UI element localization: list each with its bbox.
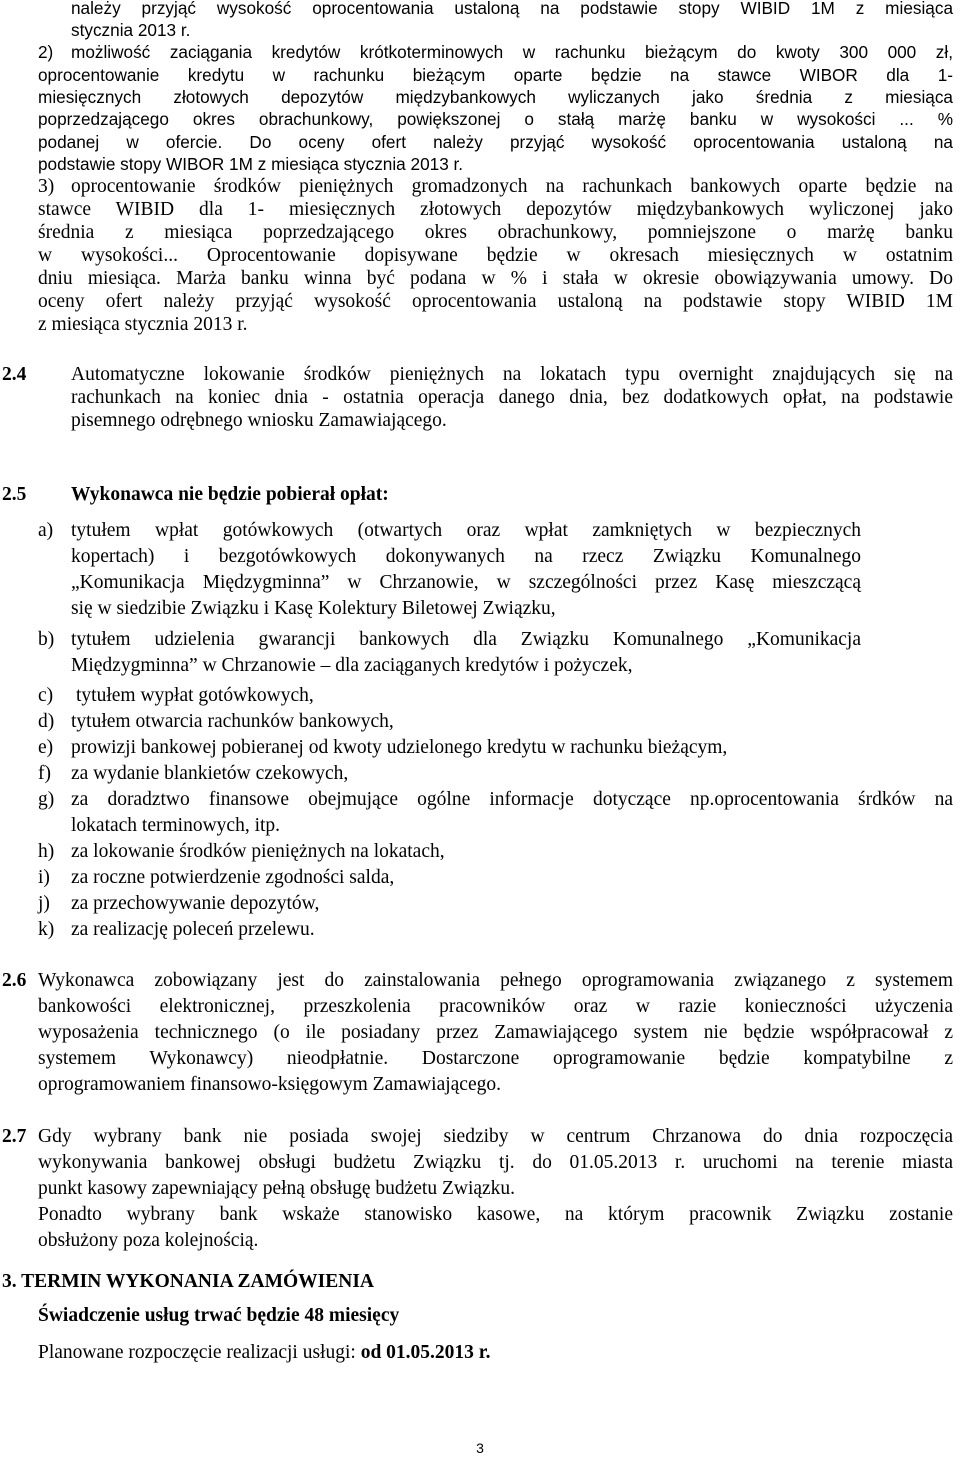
list-item-g-line-2: lokatach terminowych, itp. [71, 815, 281, 836]
list-letter-b: b) [38, 629, 55, 650]
intro-line-2: stycznia 2013 r. [71, 20, 191, 40]
item-3-line-2: stawce WIBID dla 1- miesięcznych złotowych depozytów międzybankowych wyliczonej jako [38, 199, 953, 220]
section-2-5-number: 2.5 [2, 484, 27, 505]
intro-line-1: należy przyjąć wysokość oprocentowania ustaloną na podstawie stopy WIBID 1M z miesiąca [71, 0, 953, 18]
item-2-number: 2) [38, 42, 54, 62]
section-2-4-line-1: Automatyczne lokowanie środków pieniężnych na lokatach typu overnight znajdujących się na [71, 364, 953, 385]
list-item-b-line-2: Międzygminna” w Chrzanowie – dla zaciąganych kredytów i pożyczek, [71, 655, 633, 676]
section-2-4-line-2: rachunkach na koniec dnia - ostatnia operacja danego dnia, bez dodatkowych opłat, na podstawie [71, 387, 953, 408]
list-letter-g: g) [38, 789, 55, 810]
list-item-e: prowizji bankowej pobieranej od kwoty udzielonego kredytu w rachunku bieżącym, [71, 737, 728, 758]
item-3-line-4: w wysokości... Oprocentowanie dopisywane będzie w okresach miesięcznych w ostatnim [38, 245, 953, 266]
item-3-line-3: średnia z miesiąca poprzedzającego okres obrachunkowy, pomniejszone o marżę banku [38, 222, 953, 243]
section-2-4-number: 2.4 [2, 364, 27, 385]
list-item-h: za lokowanie środków pieniężnych na lokatach, [71, 841, 445, 862]
item-2-line-2: oprocentowanie kredytu w rachunku bieżącym oparte będzie na stawce WIBOR dla 1- [38, 65, 953, 85]
list-letter-i: i) [38, 867, 50, 888]
list-item-a-line-4: się w siedzibie Związku i Kasę Kolektury Biletowej Związku, [71, 598, 556, 619]
list-letter-j: j) [38, 893, 50, 914]
section-2-6-number: 2.6 [2, 970, 27, 991]
section-2-6-line-5: oprogramowaniem finansowo-księgowym Zamawiającego. [38, 1074, 501, 1095]
item-2-line-4: poprzedzającego okres obrachunkowy, powiększonej o stałą marżę banku w wysokości ... % [38, 109, 953, 129]
list-item-c: tytułem wypłat gotówkowych, [76, 685, 314, 706]
list-item-k: za realizację poleceń przelewu. [71, 919, 315, 940]
section-2-6-line-3: wyposażenia technicznego (o ile posiadany przez Zamawiającego system nie będzie współpracował z [38, 1022, 953, 1043]
list-letter-e: e) [38, 737, 54, 758]
item-2-line-1: możliwość zaciągania kredytów krótkoterminowych w rachunku bieżącym do kwoty 300 000 zł, [71, 42, 953, 62]
section-2-7-line-5: obsłużony poza kolejnością. [38, 1230, 259, 1251]
section-2-7-number: 2.7 [2, 1126, 27, 1147]
item-2-line-5: podanej w ofercie. Do oceny ofert należy przyjąć wysokość oprocentowania ustaloną na [38, 132, 953, 152]
list-item-f: za wydanie blankietów czekowych, [71, 763, 349, 784]
list-item-a-line-1: tytułem wpłat gotówkowych (otwartych oraz wpłat zamkniętych w bezpiecznych [71, 520, 861, 541]
list-letter-k: k) [38, 919, 55, 940]
planned-start-label: Planowane rozpoczęcie realizacji usługi: [38, 1342, 356, 1363]
list-item-d: tytułem otwarcia rachunków bankowych, [71, 711, 394, 732]
item-2-line-3: miesięcznych złotowych depozytów międzybankowych wyliczanych jako średnia z miesiąca [38, 87, 953, 107]
item-3-line-5: dniu miesiąca. Marża banku winna być podana w % i stała w okresie obowiązywania umowy. Do [38, 268, 953, 289]
list-letter-d: d) [38, 711, 55, 732]
service-duration: Świadczenie usług trwać będzie 48 miesięcy [38, 1305, 400, 1326]
section-2-6-line-4: systemem Wykonawcy) nieodpłatnie. Dostarczone oprogramowanie będzie kompatybilne z [38, 1048, 953, 1069]
list-item-j: za przechowywanie depozytów, [71, 893, 320, 914]
list-item-a-line-2: kopertach) i bezgotówkowych dokonywanych na rzecz Związku Komunalnego [71, 546, 861, 567]
list-item-i: za roczne potwierdzenie zgodności salda, [71, 867, 395, 888]
section-3-heading: 3. TERMIN WYKONANIA ZAMÓWIENIA [2, 1271, 374, 1292]
section-2-6-line-1: Wykonawca zobowiązany jest do zainstalowania pełnego oprogramowania związanego z systemem [38, 970, 953, 991]
list-letter-a: a) [38, 520, 54, 541]
section-2-7-line-2: wykonywania bankowej obsługi budżetu Związku tj. do 01.05.2013 r. uruchomi na terenie miasta [38, 1152, 953, 1173]
list-letter-c: c) [38, 685, 54, 706]
item-3-line-7: z miesiąca stycznia 2013 r. [38, 314, 248, 335]
planned-start [38, 1342, 491, 1364]
list-item-a-line-3: „Komunikacja Międzygminna” w Chrzanowie, w szczególności przez Kasę mieszczącą [71, 572, 861, 593]
item-3-line-6: oceny ofert należy przyjąć wysokość oprocentowania ustaloną na podstawie stopy WIBID 1M [38, 291, 953, 312]
section-2-7-line-1: Gdy wybrany bank nie posiada swojej siedziby w centrum Chrzanowa do dnia rozpoczęcia [38, 1126, 953, 1147]
section-2-5-heading: Wykonawca nie będzie pobierał opłat: [71, 484, 389, 505]
section-2-7-line-4: Ponadto wybrany bank wskaże stanowisko kasowe, na którym pracownik Związku zostanie [38, 1204, 953, 1225]
item-3-number: 3) [38, 176, 55, 197]
planned-start-date: od 01.05.2013 r. [360, 1342, 491, 1363]
item-2-line-6: podstawie stopy WIBOR 1M z miesiąca stycznia 2013 r. [38, 154, 464, 174]
list-letter-f: f) [38, 763, 51, 784]
list-letter-h: h) [38, 841, 55, 862]
item-3-line-1: oprocentowanie środków pieniężnych gromadzonych na rachunkach bankowych oparte będzie na [71, 176, 953, 197]
page-number: 3 [476, 1440, 484, 1456]
section-2-7-line-3: punkt kasowy zapewniający pełną obsługę budżetu Związku. [38, 1178, 516, 1199]
section-2-6-line-2: bankowości elektronicznej, przeszkolenia pracowników oraz w razie konieczności użyczenia [38, 996, 953, 1017]
section-2-4-line-3: pisemnego odrębnego wniosku Zamawiającego. [71, 410, 447, 431]
list-item-g-line-1: za doradztwo finansowe obejmujące ogólne informacje dotyczące np.oprocentowania śrdków na [71, 789, 953, 810]
list-item-b-line-1: tytułem udzielenia gwarancji bankowych dla Związku Komunalnego „Komunikacja [71, 629, 861, 650]
